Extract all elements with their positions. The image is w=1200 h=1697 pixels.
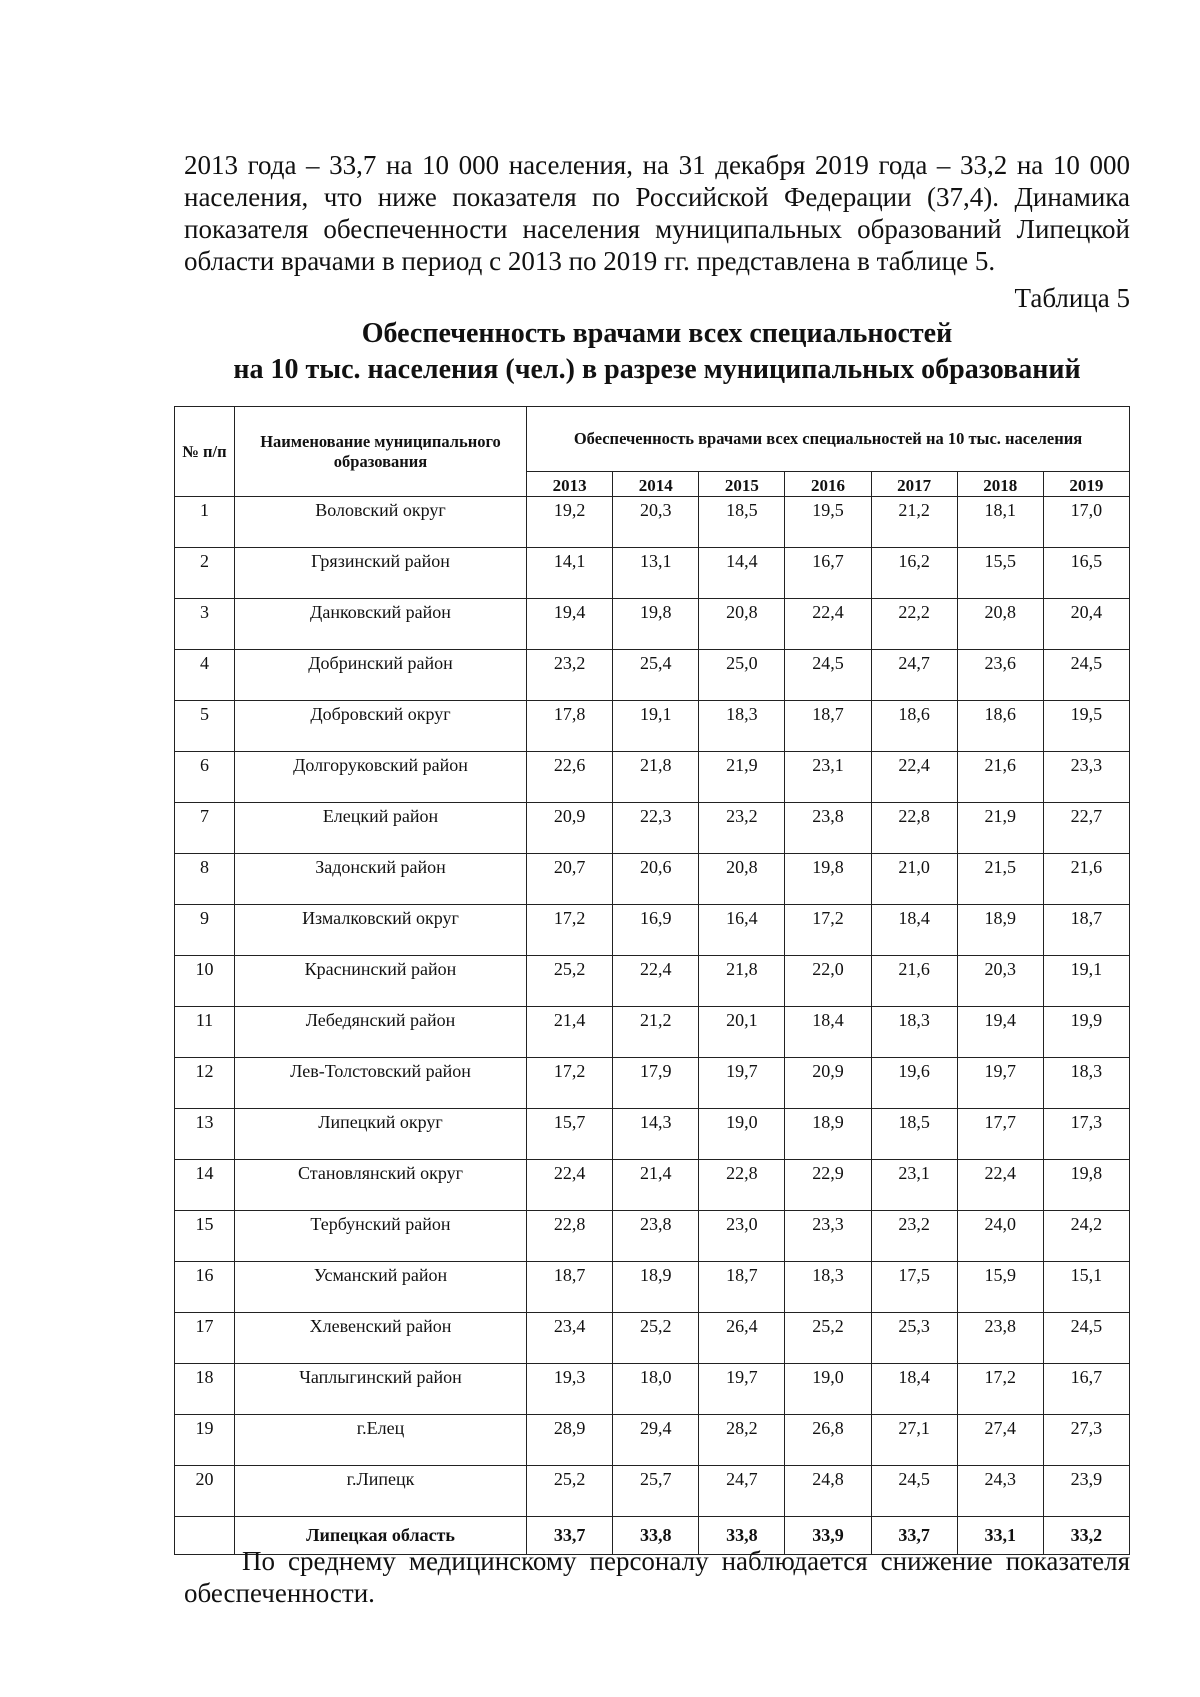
table-row: [175, 650, 1130, 701]
value-cell: 14,1: [527, 548, 613, 599]
value-cell: 16,5: [1043, 548, 1129, 599]
value-cell: 33,8: [613, 1517, 699, 1555]
value-cell: 18,9: [957, 905, 1043, 956]
value-cell: 23,0: [699, 1211, 785, 1262]
value-cell: 18,1: [957, 497, 1043, 548]
header-year: 2016: [785, 472, 871, 497]
value-cell: 23,1: [871, 1160, 957, 1211]
value-cell: 23,2: [871, 1211, 957, 1262]
table-title: [184, 316, 1130, 388]
value-cell: 19,7: [957, 1058, 1043, 1109]
municipality-name: Долгоруковский район: [235, 752, 527, 803]
row-number: 20: [175, 1466, 235, 1517]
row-number: 7: [175, 803, 235, 854]
value-cell: 16,4: [699, 905, 785, 956]
value-cell: 24,5: [871, 1466, 957, 1517]
value-cell: 17,2: [957, 1364, 1043, 1415]
table-row: [175, 905, 1130, 956]
municipality-name: Липецкая область: [235, 1517, 527, 1555]
municipality-name: Данковский район: [235, 599, 527, 650]
value-cell: 33,2: [1043, 1517, 1129, 1555]
municipality-name: Измалковский округ: [235, 905, 527, 956]
value-cell: 19,7: [699, 1058, 785, 1109]
value-cell: 17,7: [957, 1109, 1043, 1160]
value-cell: 19,6: [871, 1058, 957, 1109]
municipality-name: Тербунский район: [235, 1211, 527, 1262]
value-cell: 20,8: [699, 599, 785, 650]
row-number: 5: [175, 701, 235, 752]
value-cell: 23,1: [785, 752, 871, 803]
value-cell: 18,5: [699, 497, 785, 548]
value-cell: 18,4: [785, 1007, 871, 1058]
value-cell: 19,4: [527, 599, 613, 650]
header-year: 2015: [699, 472, 785, 497]
value-cell: 18,4: [871, 905, 957, 956]
value-cell: 22,4: [527, 1160, 613, 1211]
header-name: Наименование муниципального образования: [235, 407, 527, 497]
value-cell: 16,7: [785, 548, 871, 599]
value-cell: 19,8: [613, 599, 699, 650]
value-cell: 22,9: [785, 1160, 871, 1211]
value-cell: 19,3: [527, 1364, 613, 1415]
table-title-line2: на 10 тыс. населения (чел.) в разрезе муниципальных образований: [233, 354, 1081, 385]
value-cell: 21,6: [1043, 854, 1129, 905]
municipality-name: Липецкий округ: [235, 1109, 527, 1160]
table-row: [175, 854, 1130, 905]
intro-paragraph: 2013 года – 33,7 на 10 000 населения, на 31 декабря 2019 года – 33,2 на 10 000 населения, что ниже показателя по Российской Федерации (37,4). Динамика показателя обеспеченности населения муниципальных образований Липецкой области врачами в период с 2013 по 2019 гг. представлена в таблице 5.: [184, 150, 1130, 276]
table-row: [175, 1160, 1130, 1211]
table-row: [175, 956, 1130, 1007]
value-cell: 24,8: [785, 1466, 871, 1517]
value-cell: 21,8: [699, 956, 785, 1007]
value-cell: 21,0: [871, 854, 957, 905]
value-cell: 20,9: [785, 1058, 871, 1109]
value-cell: 19,4: [957, 1007, 1043, 1058]
value-cell: 14,3: [613, 1109, 699, 1160]
value-cell: 23,8: [957, 1313, 1043, 1364]
value-cell: 22,2: [871, 599, 957, 650]
value-cell: 25,2: [613, 1313, 699, 1364]
value-cell: 21,8: [613, 752, 699, 803]
value-cell: 17,3: [1043, 1109, 1129, 1160]
value-cell: 33,1: [957, 1517, 1043, 1555]
value-cell: 22,4: [871, 752, 957, 803]
value-cell: 27,4: [957, 1415, 1043, 1466]
value-cell: 17,2: [527, 1058, 613, 1109]
value-cell: 23,6: [957, 650, 1043, 701]
value-cell: 21,9: [699, 752, 785, 803]
municipality-name: Задонский район: [235, 854, 527, 905]
value-cell: 24,7: [699, 1466, 785, 1517]
value-cell: 25,7: [613, 1466, 699, 1517]
row-number: 18: [175, 1364, 235, 1415]
value-cell: 18,3: [785, 1262, 871, 1313]
value-cell: 17,0: [1043, 497, 1129, 548]
value-cell: 15,9: [957, 1262, 1043, 1313]
value-cell: 33,7: [871, 1517, 957, 1555]
municipality-name: Добринский район: [235, 650, 527, 701]
table-row: [175, 701, 1130, 752]
value-cell: 20,7: [527, 854, 613, 905]
value-cell: 28,9: [527, 1415, 613, 1466]
value-cell: 25,2: [527, 1466, 613, 1517]
value-cell: 18,3: [871, 1007, 957, 1058]
value-cell: 20,1: [699, 1007, 785, 1058]
municipality-name: Становлянский округ: [235, 1160, 527, 1211]
value-cell: 23,2: [527, 650, 613, 701]
value-cell: 16,7: [1043, 1364, 1129, 1415]
table-row: [175, 1466, 1130, 1517]
value-cell: 20,6: [613, 854, 699, 905]
municipality-name: Хлевенский район: [235, 1313, 527, 1364]
value-cell: 22,7: [1043, 803, 1129, 854]
value-cell: 19,1: [613, 701, 699, 752]
value-cell: 17,9: [613, 1058, 699, 1109]
value-cell: 26,8: [785, 1415, 871, 1466]
value-cell: 17,8: [527, 701, 613, 752]
value-cell: 20,9: [527, 803, 613, 854]
municipality-name: Добровский округ: [235, 701, 527, 752]
table-row: [175, 497, 1130, 548]
value-cell: 18,9: [785, 1109, 871, 1160]
row-number: 17: [175, 1313, 235, 1364]
value-cell: 15,7: [527, 1109, 613, 1160]
municipality-name: г.Липецк: [235, 1466, 527, 1517]
value-cell: 19,0: [785, 1364, 871, 1415]
value-cell: 24,3: [957, 1466, 1043, 1517]
header-group: Обеспеченность врачами всех специальностей на 10 тыс. населения: [527, 407, 1130, 472]
table-row: [175, 1058, 1130, 1109]
value-cell: 21,4: [613, 1160, 699, 1211]
value-cell: 27,1: [871, 1415, 957, 1466]
value-cell: 16,2: [871, 548, 957, 599]
value-cell: 22,3: [613, 803, 699, 854]
value-cell: 19,5: [785, 497, 871, 548]
row-number: 6: [175, 752, 235, 803]
table-row: [175, 1109, 1130, 1160]
value-cell: 23,8: [785, 803, 871, 854]
table-row: [175, 1415, 1130, 1466]
row-number: 2: [175, 548, 235, 599]
row-number: 16: [175, 1262, 235, 1313]
row-number: 19: [175, 1415, 235, 1466]
table-title-line1: Обеспеченность врачами всех специальностей: [361, 318, 953, 349]
value-cell: 24,2: [1043, 1211, 1129, 1262]
value-cell: 19,8: [1043, 1160, 1129, 1211]
row-number: 1: [175, 497, 235, 548]
value-cell: 33,9: [785, 1517, 871, 1555]
value-cell: 19,9: [1043, 1007, 1129, 1058]
value-cell: 22,0: [785, 956, 871, 1007]
row-number: 13: [175, 1109, 235, 1160]
value-cell: 21,2: [871, 497, 957, 548]
value-cell: 19,0: [699, 1109, 785, 1160]
value-cell: 18,6: [957, 701, 1043, 752]
outro-paragraph: По среднему медицинскому персоналу наблюдается снижение показателя обеспеченности.: [184, 1546, 1130, 1608]
municipality-name: Усманский район: [235, 1262, 527, 1313]
row-number: 8: [175, 854, 235, 905]
table-row: [175, 599, 1130, 650]
row-number: 14: [175, 1160, 235, 1211]
row-number: 12: [175, 1058, 235, 1109]
value-cell: 18,6: [871, 701, 957, 752]
table-row: [175, 1262, 1130, 1313]
row-number: 4: [175, 650, 235, 701]
municipality-name: Лев-Толстовский район: [235, 1058, 527, 1109]
value-cell: 21,5: [957, 854, 1043, 905]
municipality-name: Воловский округ: [235, 497, 527, 548]
table-row: [175, 752, 1130, 803]
value-cell: 25,2: [527, 956, 613, 1007]
value-cell: 18,7: [527, 1262, 613, 1313]
value-cell: 25,4: [613, 650, 699, 701]
municipality-name: Елецкий район: [235, 803, 527, 854]
value-cell: 25,3: [871, 1313, 957, 1364]
value-cell: 16,9: [613, 905, 699, 956]
value-cell: 20,3: [613, 497, 699, 548]
value-cell: 21,6: [871, 956, 957, 1007]
row-number: 15: [175, 1211, 235, 1262]
value-cell: 23,3: [1043, 752, 1129, 803]
value-cell: 29,4: [613, 1415, 699, 1466]
value-cell: 22,8: [871, 803, 957, 854]
value-cell: 17,5: [871, 1262, 957, 1313]
table-row: [175, 1007, 1130, 1058]
value-cell: 14,4: [699, 548, 785, 599]
value-cell: 24,0: [957, 1211, 1043, 1262]
municipality-name: Лебедянский район: [235, 1007, 527, 1058]
value-cell: 18,7: [785, 701, 871, 752]
value-cell: 23,9: [1043, 1466, 1129, 1517]
row-number: 3: [175, 599, 235, 650]
row-number: 10: [175, 956, 235, 1007]
municipality-name: г.Елец: [235, 1415, 527, 1466]
value-cell: 19,2: [527, 497, 613, 548]
value-cell: 20,8: [957, 599, 1043, 650]
value-cell: 25,0: [699, 650, 785, 701]
municipality-name: Грязинский район: [235, 548, 527, 599]
value-cell: 21,6: [957, 752, 1043, 803]
value-cell: 20,3: [957, 956, 1043, 1007]
header-year: 2018: [957, 472, 1043, 497]
value-cell: 22,4: [785, 599, 871, 650]
value-cell: 21,9: [957, 803, 1043, 854]
value-cell: 18,3: [1043, 1058, 1129, 1109]
value-cell: 23,2: [699, 803, 785, 854]
value-cell: 22,8: [527, 1211, 613, 1262]
value-cell: 24,5: [785, 650, 871, 701]
header-year: 2019: [1043, 472, 1129, 497]
value-cell: 19,8: [785, 854, 871, 905]
value-cell: 17,2: [785, 905, 871, 956]
value-cell: 18,7: [1043, 905, 1129, 956]
value-cell: 23,8: [613, 1211, 699, 1262]
value-cell: 17,2: [527, 905, 613, 956]
header-num: № п/п: [175, 407, 235, 497]
value-cell: 20,8: [699, 854, 785, 905]
value-cell: 24,5: [1043, 1313, 1129, 1364]
table-caption: Таблица 5: [1014, 283, 1130, 313]
table-row: [175, 1211, 1130, 1262]
value-cell: 19,7: [699, 1364, 785, 1415]
header-year: 2013: [527, 472, 613, 497]
header-year: 2017: [871, 472, 957, 497]
municipality-name: Чаплыгинский район: [235, 1364, 527, 1415]
value-cell: 21,2: [613, 1007, 699, 1058]
value-cell: 24,7: [871, 650, 957, 701]
value-cell: 18,4: [871, 1364, 957, 1415]
table-row: [175, 548, 1130, 599]
value-cell: 18,5: [871, 1109, 957, 1160]
value-cell: 13,1: [613, 548, 699, 599]
value-cell: 15,5: [957, 548, 1043, 599]
value-cell: 22,4: [613, 956, 699, 1007]
value-cell: 22,8: [699, 1160, 785, 1211]
value-cell: 28,2: [699, 1415, 785, 1466]
header-year: 2014: [613, 472, 699, 497]
value-cell: 20,4: [1043, 599, 1129, 650]
value-cell: 24,5: [1043, 650, 1129, 701]
value-cell: 22,4: [957, 1160, 1043, 1211]
row-number: 9: [175, 905, 235, 956]
value-cell: 23,4: [527, 1313, 613, 1364]
value-cell: 18,7: [699, 1262, 785, 1313]
value-cell: 18,3: [699, 701, 785, 752]
value-cell: 27,3: [1043, 1415, 1129, 1466]
table-row: [175, 1313, 1130, 1364]
value-cell: 33,7: [527, 1517, 613, 1555]
value-cell: 18,9: [613, 1262, 699, 1313]
value-cell: 33,8: [699, 1517, 785, 1555]
value-cell: 25,2: [785, 1313, 871, 1364]
doctors-table: [174, 406, 1130, 1555]
value-cell: 26,4: [699, 1313, 785, 1364]
value-cell: 21,4: [527, 1007, 613, 1058]
value-cell: 22,6: [527, 752, 613, 803]
value-cell: 23,3: [785, 1211, 871, 1262]
value-cell: 19,1: [1043, 956, 1129, 1007]
value-cell: 15,1: [1043, 1262, 1129, 1313]
row-number: 11: [175, 1007, 235, 1058]
value-cell: 19,5: [1043, 701, 1129, 752]
municipality-name: Краснинский район: [235, 956, 527, 1007]
value-cell: 18,0: [613, 1364, 699, 1415]
table-row: [175, 1364, 1130, 1415]
table-row: [175, 803, 1130, 854]
